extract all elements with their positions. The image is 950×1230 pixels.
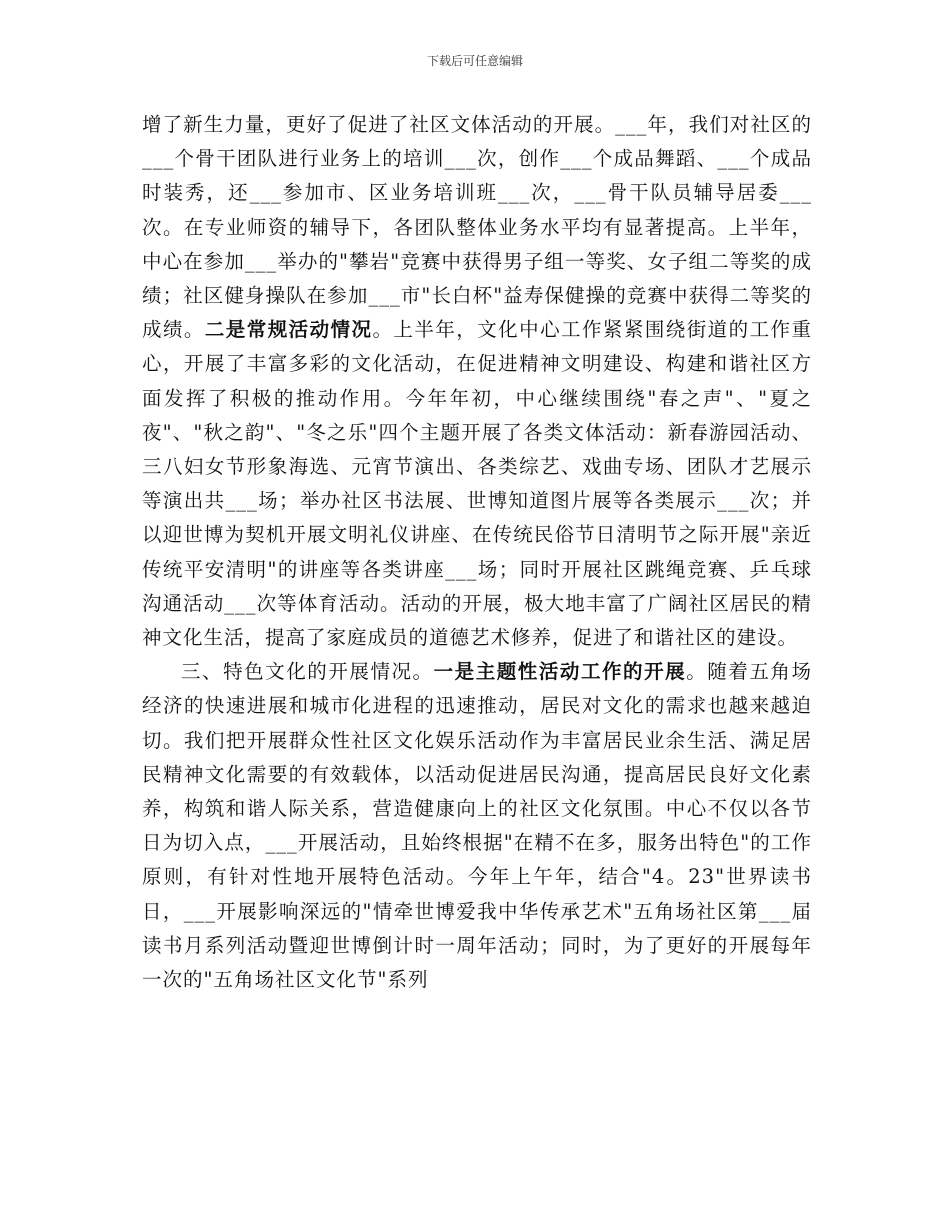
bold-heading: 二是常规活动情况 xyxy=(204,318,373,342)
text-segment: 增了新生力量，更好了促进了社区文体活动的开展。___年，我们对社区的___个骨干团队进行业务上的培训___次，创作___个成品舞蹈、___个成品时装秀，还___参加市、区业务培训班___次，___骨干队员辅导居委___次。在专业师资的辅导下，各团队整体业务水平均有显著提高。上半年，中心在参加___举办的"攀岩"竞赛中获得男子组一等奖、女子组二等奖的成绩；社区健身操队在参加___市"长白杯"益寿保健操的竞赛中获得二等奖的成绩。 xyxy=(142,113,812,342)
bold-heading: 一是主题性活动工作的开展 xyxy=(433,660,687,684)
text-segment: 。上半年，文化中心工作紧紧围绕街道的工作重心，开展了丰富多彩的文化活动，在促进精神文明建设、构建和谐社区方面发挥了积极的推动作用。今年年初，中心继续围绕"春之声"、"夏之夜"、"秋之韵"、"冬之乐"四个主题开展了各类文体活动：新春游园活动、三八妇女节形象海选、元宵节演出、各类综艺、戏曲专场、团队才艺展示等演出共___场；举办社区书法展、世博知道图片展等各类展示___次；并以迎世博为契机开展文明礼仪讲座、在传统民俗节日清明节之际开展"亲近传统平安清明"的讲座等各类讲座___场；同时开展社区跳绳竞赛、乒乓球沟通活动___次等体育活动。活动的开展，极大地丰富了广阔社区居民的精神文化生活，提高了家庭成员的道德艺术修养，促进了和谐社区的建设。 xyxy=(142,318,812,650)
document-body xyxy=(142,108,812,997)
paragraph xyxy=(142,655,812,997)
paragraph xyxy=(142,108,812,655)
section-heading: 三、特色文化的开展情况。 xyxy=(181,660,434,684)
text-segment: 。随着五角场经济的快速进展和城市化进程的迅速推动，居民对文化的需求也越来越迫切。我们把开展群众性社区文化娱乐活动作为丰富居民业余生活、满足居民精神文化需要的有效载体，以活动促进居民沟通，提高居民良好文化素养，构筑和谐人际关系，营造健康向上的社区文化氛围。中心不仅以各节日为切入点，___开展活动，且始终根据"在精不在多，服务出特色"的工作原则，有针对性地开展特色活动。今年上午年，结合"4。23"世界读书日，___开展影响深远的"情牵世博爱我中华传承艺术"五角场社区第___届读书月系列活动暨迎世博倒计时一周年活动；同时，为了更好的开展每年一次的"五角场社区文化节"系列 xyxy=(142,660,812,992)
page-header: 下载后可任意编辑 xyxy=(426,54,523,68)
